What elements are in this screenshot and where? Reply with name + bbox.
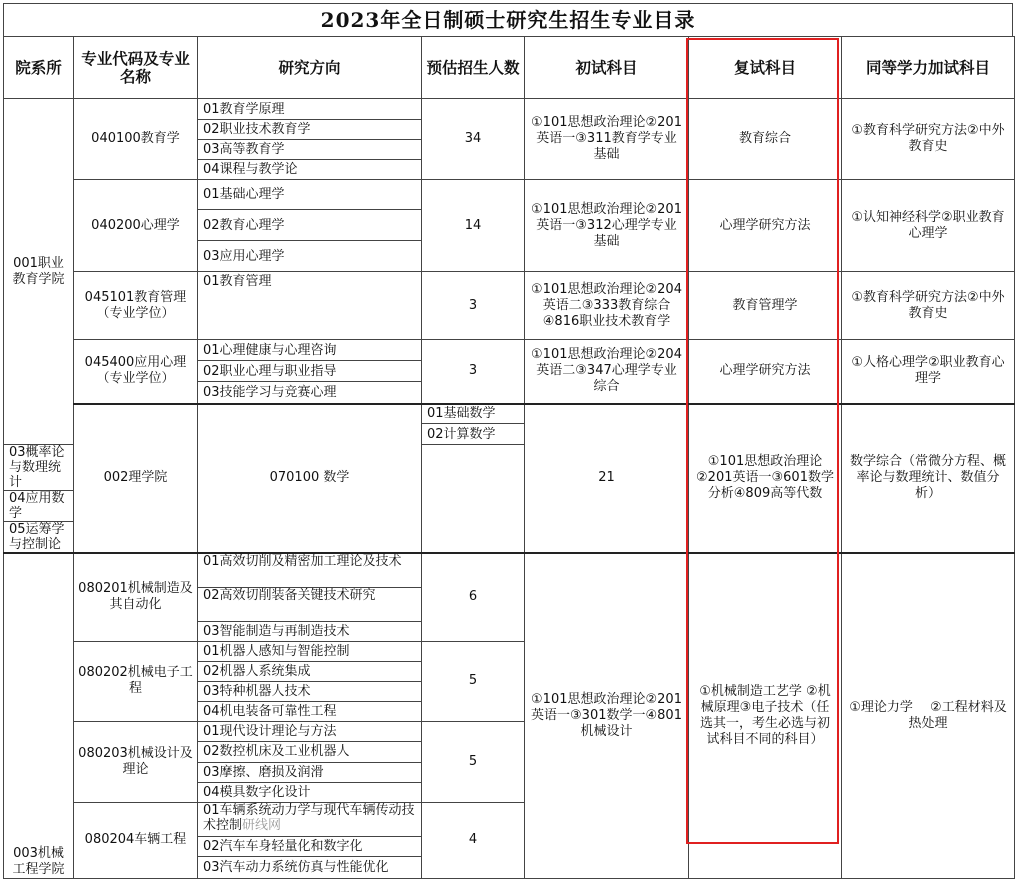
direction-item: 04机电装备可靠性工程 — [198, 701, 422, 721]
retest-subjects: 心理学研究方法 — [689, 340, 842, 404]
quota-cell: 34 — [422, 99, 525, 180]
direction-text: 01车辆系统动力学与现代车辆传动技术控制 — [203, 802, 415, 833]
major-name: 070100 数学 — [198, 404, 422, 554]
retest-subjects: 数学综合（常微分方程、概率论与数理统计、数值分析） — [842, 404, 1015, 554]
retest-subjects: ①机械制造工艺学 ②机械原理③电子技术（任选其一，考生必选与初试科目不同的科目） — [689, 553, 842, 878]
direction-item: 04课程与教学论 — [198, 160, 422, 180]
direction-item: 02汽车车身轻量化和数字化 — [198, 836, 422, 856]
initial-subjects: ①101思想政治理论②201英语一③312心理学专业基础 — [525, 180, 689, 272]
direction-item: 03概率论与数理统计 — [4, 445, 74, 491]
header-dept: 院系所 — [4, 37, 74, 99]
extra-subjects: ①教育科学研究方法②中外教育史 — [842, 272, 1015, 340]
quota-cell: 5 — [422, 721, 525, 802]
catalog-table — [3, 36, 1015, 879]
major-name: 045101教育管理（专业学位） — [74, 272, 198, 340]
quota-cell: 3 — [422, 340, 525, 404]
major-name: 040200心理学 — [74, 180, 198, 272]
header-initial: 初试科目 — [525, 37, 689, 99]
quota-cell: 4 — [422, 802, 525, 878]
direction-item: 02职业心理与职业指导 — [198, 361, 422, 382]
initial-subjects: ①101思想政治理论②204英语二③333教育综合④816职业技术教育学 — [525, 272, 689, 340]
retest-subjects: 教育管理学 — [689, 272, 842, 340]
direction-item: 03智能制造与再制造技术 — [198, 621, 422, 641]
extra-subjects: ①教育科学研究方法②中外教育史 — [842, 99, 1015, 180]
header-row — [4, 37, 1015, 99]
major-name: 080203机械设计及理论 — [74, 721, 198, 802]
direction-item: 03应用心理学 — [198, 241, 422, 272]
quota-cell: 5 — [422, 641, 525, 721]
direction-item: 01高效切削及精密加工理论及技术 — [198, 553, 422, 587]
header-direction: 研究方向 — [198, 37, 422, 99]
direction-item: 01基础数学 — [422, 404, 525, 424]
header-major: 专业代码及专业名称 — [74, 37, 198, 99]
watermark-text: 研线网 — [242, 817, 282, 833]
direction-item: 02计算数学 — [422, 424, 525, 445]
extra-subjects: ①理论力学 ②工程材料及热处理 — [842, 553, 1015, 878]
dept-cell: 002理学院 — [74, 404, 198, 554]
direction-item: 03高等教育学 — [198, 140, 422, 160]
direction-item: 01基础心理学 — [198, 180, 422, 210]
quota-cell: 14 — [422, 180, 525, 272]
direction-item: 02机器人系统集成 — [198, 661, 422, 681]
direction-item: 02教育心理学 — [198, 210, 422, 241]
header-retest: 复试科目 — [689, 37, 842, 99]
direction-item: 01教育管理 — [198, 272, 422, 340]
initial-subjects: ①101思想政治理论②201英语一③311教育学专业基础 — [525, 99, 689, 180]
direction-item — [198, 802, 422, 836]
quota-cell: 6 — [422, 553, 525, 641]
direction-item: 03摩擦、磨损及润滑 — [198, 762, 422, 782]
direction-item: 01心理健康与心理咨询 — [198, 340, 422, 361]
initial-subjects: ①101思想政治理论②201英语一③301数学一④801机械设计 — [525, 553, 689, 878]
dept-cell: 001职业教育学院 — [4, 99, 74, 445]
direction-item: 04应用数学 — [4, 491, 74, 522]
dept-cell: 003机械工程学院 — [4, 553, 74, 878]
direction-item: 01现代设计理论与方法 — [198, 721, 422, 741]
header-quota: 预估招生人数 — [422, 37, 525, 99]
direction-item: 05运筹学与控制论 — [4, 522, 74, 554]
catalog-title: 2023年全日制硕士研究生招生专业目录 — [3, 3, 1013, 37]
header-extra: 同等学力加试科目 — [842, 37, 1015, 99]
major-name: 080202机械电子工程 — [74, 641, 198, 721]
direction-item: 02职业技术教育学 — [198, 120, 422, 140]
direction-item: 03技能学习与竞赛心理 — [198, 382, 422, 404]
extra-subjects: ①认知神经科学②职业教育心理学 — [842, 180, 1015, 272]
retest-subjects: 教育综合 — [689, 99, 842, 180]
initial-subjects: ①101思想政治理论②201英语一③601数学分析④809高等代数 — [689, 404, 842, 554]
major-name: 080204车辆工程 — [74, 802, 198, 878]
quota-cell: 3 — [422, 272, 525, 340]
direction-item: 01教育学原理 — [198, 99, 422, 120]
direction-item: 03汽车动力系统仿真与性能优化 — [198, 856, 422, 878]
major-name: 040100教育学 — [74, 99, 198, 180]
major-name: 045400应用心理（专业学位） — [74, 340, 198, 404]
major-name: 080201机械制造及其自动化 — [74, 553, 198, 641]
retest-subjects: 心理学研究方法 — [689, 180, 842, 272]
direction-item: 04模具数字化设计 — [198, 782, 422, 802]
direction-item: 02数控机床及工业机器人 — [198, 741, 422, 762]
quota-cell: 21 — [525, 404, 689, 554]
extra-subjects: ①人格心理学②职业教育心理学 — [842, 340, 1015, 404]
direction-item: 02高效切削装备关键技术研究 — [198, 587, 422, 621]
direction-item: 01机器人感知与智能控制 — [198, 641, 422, 661]
direction-item: 03特种机器人技术 — [198, 681, 422, 701]
initial-subjects: ①101思想政治理论②204英语二③347心理学专业综合 — [525, 340, 689, 404]
